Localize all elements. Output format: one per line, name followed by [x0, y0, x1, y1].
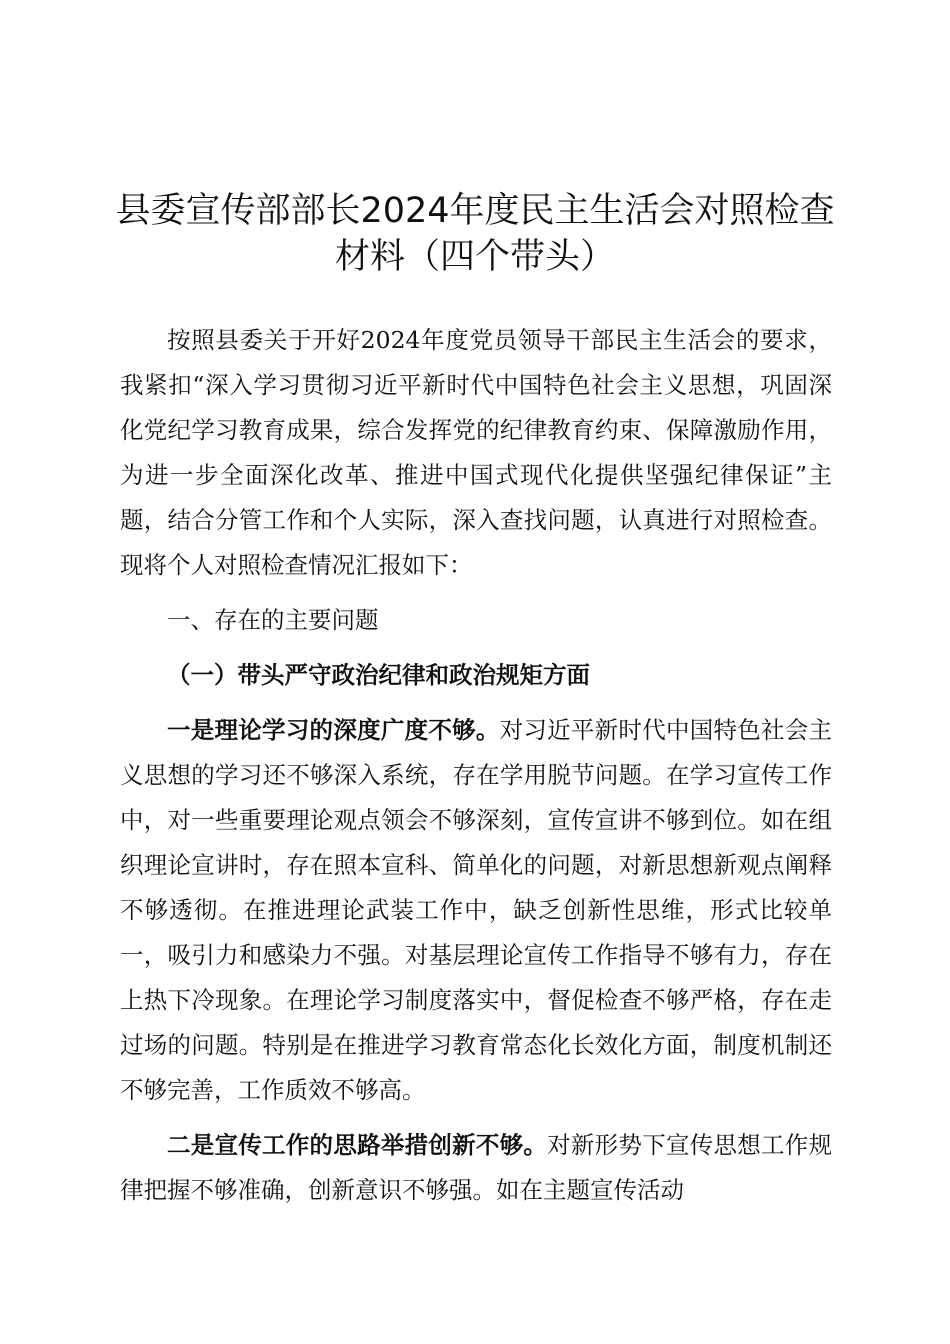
spacer	[120, 698, 832, 708]
intro-paragraph: 按照县委关于开好2024年度党员领导干部民主生活会的要求，我紧扣“深入学习贯彻习近平新时代中国特色社会主义思想，巩固深化党纪学习教育成果，综合发挥党的纪律教育约束、保障激励作用，为进一步全面深化改革、推进中国式现代化提供坚强纪律保证”主题，结合分管工作和个人实际，深入查找问题，认真进行对照检查。现将个人对照检查情况汇报如下：	[120, 326, 832, 579]
spacer	[120, 588, 832, 598]
point-body: 对习近平新时代中国特色社会主义思想的学习还不够深入系统，存在学用脱节问题。在学习宣传工作中，对一些重要理论观点领会不够深刻，宣传宣讲不够到位。如在组织理论宣讲时，存在照本宣科、简单化的问题，对新思想新观点阐释不够透彻。在推进理论武装工作中，缺乏创新性思维，形式比较单一，吸引力和感染力不强。对基层理论宣传工作指导不够有力，存在上热下冷现象。在理论学习制度落实中，督促检查不够严格，存在走过场的问题。特别是在推进学习教育常态化长效化方面，制度机制还不够完善，工作质效不够高。	[120, 716, 833, 1104]
document-body	[120, 318, 832, 1213]
point-lead: 二是宣传工作的思路举措创新不够。	[167, 1131, 548, 1159]
point-body: 对新形势下宣传思想工作规律把握不够准确，创新意识不够强。如在主题宣传活动	[120, 1131, 833, 1204]
point-lead: 一是理论学习的深度广度不够。	[167, 716, 500, 744]
point-paragraph-1	[120, 708, 832, 1113]
section-heading: 一、存在的主要问题	[167, 606, 379, 634]
point-paragraph-2	[120, 1123, 832, 1213]
document-title: 县委宣传部部长2024年度民主生活会对照检查材料（四个带头）	[115, 191, 835, 277]
subsection-heading: （一）带头严守政治纪律和政治规矩方面	[167, 661, 590, 689]
spacer	[120, 1113, 832, 1123]
spacer	[120, 643, 832, 653]
